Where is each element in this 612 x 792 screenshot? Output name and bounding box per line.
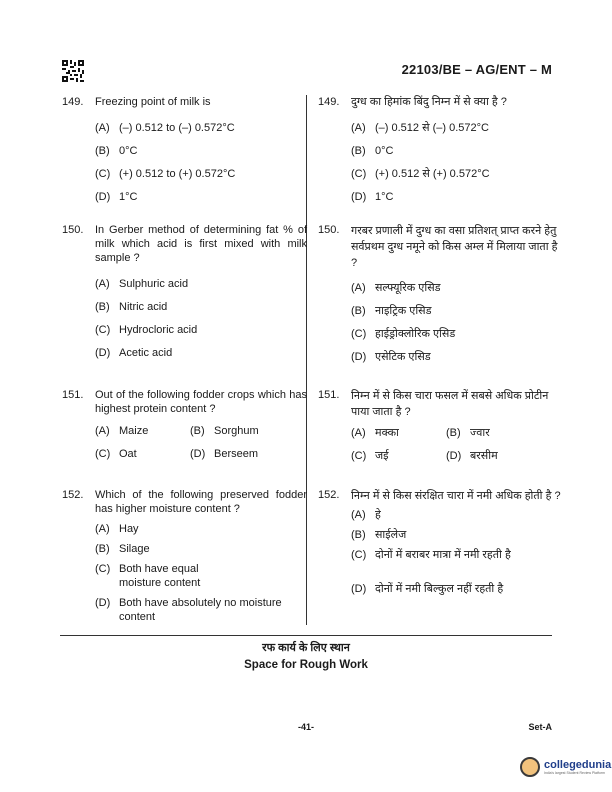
option-a: (A) हे <box>351 509 381 521</box>
paper-code: 22103/BE – AG/ENT – M <box>401 62 552 77</box>
option-d: (D) एसेटिक एसिड <box>351 351 431 363</box>
question-number: 150. <box>318 224 340 236</box>
question-number: 152. <box>318 489 340 501</box>
rough-work-heading: Space for Rough Work <box>244 659 368 671</box>
question-text: दुग्ध का हिमांक बिंदु निम्न में से क्या है ? <box>351 96 507 108</box>
option-c: (C) हाईड्रोक्लोरिक एसिड <box>351 328 456 340</box>
qr-code <box>62 60 84 82</box>
option-a: (A) Hay <box>95 523 139 535</box>
option-d: (D) बरसीम <box>446 450 498 462</box>
question-text: Out of the following fodder crops which has highest protein content ? <box>95 389 307 415</box>
option-d: (D) Acetic acid <box>95 347 173 359</box>
brand-name: collegedunia <box>544 758 612 771</box>
question-150-hi <box>318 223 563 364</box>
option-b: (B) साईलेज <box>351 529 407 541</box>
option-b: (B) Silage <box>95 543 150 555</box>
question-151-hi <box>318 388 563 463</box>
option-c: (C) दोनों में बराबर मात्रा में नमी रहती है <box>351 549 511 561</box>
option-a: (A) मक्का <box>351 427 399 439</box>
option-d: (D) 1°C <box>95 191 138 203</box>
question-number: 150. <box>62 224 84 236</box>
option-b: (B) नाइट्रिक एसिड <box>351 305 432 317</box>
option-b: (B) ज्वार <box>446 427 490 439</box>
set-label: Set-A <box>528 722 552 732</box>
option-c: (C) Oat <box>95 448 137 460</box>
option-d: (D) Berseem <box>190 448 259 460</box>
option-c: (C) Both have equal moisture content <box>95 563 201 589</box>
question-text: निम्न में से किस चारा फसल में सबसे अधिक प्रोटीन पाया जाता है ? <box>351 390 549 418</box>
question-149-en <box>62 95 307 204</box>
option-b: (B) Sorghum <box>190 425 259 437</box>
option-b: (B) 0°C <box>95 145 138 157</box>
option-d: (D) दोनों में नमी बिल्कुल नहीं रहती है <box>351 583 504 595</box>
question-152-en <box>62 488 307 624</box>
option-c: (C) जई <box>351 450 389 462</box>
page-number: -41- <box>297 722 314 732</box>
question-number: 149. <box>62 96 84 108</box>
option-c: (C) Hydrocloric acid <box>95 324 198 336</box>
option-d: (D) Both have absolutely no moisture content <box>95 597 282 623</box>
option-a: (A) (–) 0.512 से (–) 0.572°C <box>351 122 489 134</box>
rough-work-divider <box>60 635 552 636</box>
question-number: 149. <box>318 96 340 108</box>
brand-tagline: India's largest Student Review Platform <box>544 770 605 775</box>
question-text: Freezing point of milk is <box>95 96 211 108</box>
option-c: (C) (+) 0.512 to (+) 0.572°C <box>95 168 236 180</box>
rough-work-heading-hindi: रफ कार्य के लिए स्थान <box>262 642 350 654</box>
question-number: 152. <box>62 489 84 501</box>
mascot-icon <box>520 757 540 777</box>
option-c: (C) (+) 0.512 से (+) 0.572°C <box>351 168 490 180</box>
question-number: 151. <box>318 389 340 401</box>
option-b: (B) Nitric acid <box>95 301 168 313</box>
option-a: (A) Sulphuric acid <box>95 278 189 290</box>
question-149-hi <box>318 95 563 204</box>
question-text: निम्न में से किस संरक्षित चारा में नमी अधिक होती है ? <box>351 490 561 502</box>
option-a: (A) Maize <box>95 425 149 437</box>
option-a: (A) (–) 0.512 to (–) 0.572°C <box>95 122 235 134</box>
question-152-hi <box>318 488 563 596</box>
question-number: 151. <box>62 389 84 401</box>
question-text: In Gerber method of determining fat % of milk which acid is first mixed with milk sample ? <box>95 224 307 264</box>
question-151-en <box>62 388 307 461</box>
brand-watermark <box>520 757 611 777</box>
option-d: (D) 1°C <box>351 191 394 203</box>
question-text: Which of the following preserved fodder has higher moisture content ? <box>95 489 307 515</box>
question-150-en <box>62 223 307 360</box>
option-b: (B) 0°C <box>351 145 394 157</box>
option-a: (A) सल्फ्यूरिक एसिड <box>351 282 441 294</box>
question-text: गरबर प्रणाली में दुग्ध का वसा प्रतिशत् प्राप्त करने हेतु सर्वप्रथम दुग्ध नमूने को किस अम्ल में मिलाया जाता है ? <box>351 225 558 269</box>
